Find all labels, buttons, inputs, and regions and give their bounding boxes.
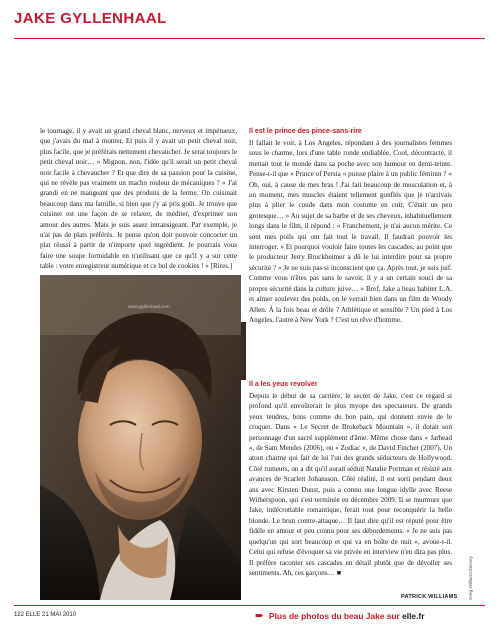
photo-watermark: www.gyllenhaal.com bbox=[128, 304, 170, 309]
portrait-illustration bbox=[40, 275, 241, 600]
promo-line bbox=[269, 611, 424, 621]
top-divider bbox=[14, 38, 485, 39]
section-body-eyes bbox=[249, 391, 452, 578]
section-heading-prince: Il est le prince des pince-sans-rire bbox=[249, 128, 362, 135]
promo-text: Plus de photos du beau Jake sur bbox=[269, 611, 403, 621]
section-body-eyes-text: Depuis le début de sa carrière, le secret de Jake, c'est ce regard si profond qu'il envoûterait le plus myope des spectateurs. De grands yeux tendres, bons comme du bon pain, qui donnent envie de le croquer. Dans « Le Secret de Brokeback Mountain », il dotait son personnage d'un sacré supplément d'âme. Même chose dans « Jarhead », de Sam Mendes (2006), ou « Zodiac », de David Fincher (2007). Un atout charme qui fait de lui l'un des grands séducteurs de Hollywood. Côté rumeurs, on a dit qu'il aurait séduit Natalie Portman et résisté aux avances de Scarlett Johansson. Côté réalité, il est sorti pendant deux ans avec Kirsten Dunst, puis a connu une longue idylle avec Reese Witherspoon, qui s'est terminée en décembre 2009. Il se murmure que Jake, indécrottable romantique, ferait tout pour reconquérir la belle blonde. Le brun contre-attaque… Il faut dire qu'il est réputé pour être fidèle en amour et peu connu pour ses débordements. « Je ne suis pas quelqu'un qui sort beaucoup et qui va en boîte de nuit », avoue-t-il. Celui qui refuse d'évoquer sa vie privée en interview n'en dira pas plus. Il préfère raconter ses cascades en détail plutôt que de dévoiler ses sentiments. Ah, ces garçons… bbox=[249, 392, 452, 577]
portrait-photo bbox=[40, 275, 241, 600]
left-column-text: le tournage, il y avait un grand cheval blanc, nerveux et impétueux, que j'avais du mal à monter. Et puis il y avait un petit cheval noir, plus facile, que je préférais nettement chevaucher. Je serai toujours le petit cheval noir… » Mignon, non, l'idée qu'il serait un petit cheval noir facile à chevaucher ? Et que dire de sa passion pour la cuisine, qui ne révèle pas vraiment un macho rouleur de mécaniques ? « J'ai grandi en ne mangeant que des produits de la ferme. On cuisinait beaucoup dans ma famille, si bien que j'y ai pris goût. Je trouve que cuisiner est une façon de se relaxer, de méditer, d'exprimer son amour des autres. Mais je suis assez intransigeant. Par exemple, je n'ai pas de plats préférés. Je pense qu'on doit pouvoir concocter un plat réussi à partir de n'importe quel ingrédient. Je pourrais vous faire une soupe formidable en n'utilisant que ce qu'il y a sur cette table : votre enregistreur numérique et ce bol de cookies ! » [Rires.] bbox=[40, 127, 237, 271]
section-body-prince: Il fallait le voir, à Los Angeles, répondant à des journalistes femmes sous le charme, lors d'une table ronde endiablée. Cool, décontracté, il mettait tout le monde dans sa poche avec son humour en demi-teinte. Pense-t-il que « Prince of Persia » puisse plaire à un public féminin ? « Oh, oui, à cause de mes bras ! J'ai fait beaucoup de musculation et, à un moment, mes muscles étaient tellement gonflés que je n'arrivais plus à plier le coude dans mon costume en cuir. C'était un peu grotesque… » Au sujet de sa barbe et de ses cheveux, inhabituellement longs dans le film, il répond : « Franchement, je n'ai aucun mérite. Ce sont mes poils qui ont fait tout le travail. Il faudrait pouvoir les interroger. » Et pourquoi vouloir faire toutes les cascades, au point que le producteur Jerry Bruckheimer a dû le lui interdire pour sa propre sécurité ? « Je ne suis pas si inconscient que ça. Après tout, je suis juif. Comme vous n'êtes pas sans le savoir, il y a un certain souci de sa propre sécurité dans la culture juive… » Bref, Jake a beau habiter L.A. et aimer soulever des poids, on le verrait bien dans un film de Woody Allen. À la fois beau et drôle ? Athlétique et sensible ? Un pied à Los Angeles, l'autre à New York ? C'est un rêve d'homme. bbox=[249, 139, 452, 324]
promo-link[interactable]: elle.fr bbox=[402, 611, 425, 621]
photo-credit: Greg Williams/Disney bbox=[468, 556, 473, 600]
bottom-divider bbox=[14, 605, 485, 606]
arrow-icon: ➨ bbox=[255, 609, 265, 622]
page-folio: 122 ELLE 21 MAI 2010 bbox=[14, 612, 77, 618]
author-byline: PATRICK WILLIAMS bbox=[401, 594, 458, 600]
page-title: JAKE GYLLENHAAL bbox=[14, 10, 167, 27]
photo-edge bbox=[241, 322, 246, 380]
section-heading-eyes: Il a les yeux revolver bbox=[249, 381, 318, 388]
end-mark: ■ bbox=[336, 568, 341, 577]
